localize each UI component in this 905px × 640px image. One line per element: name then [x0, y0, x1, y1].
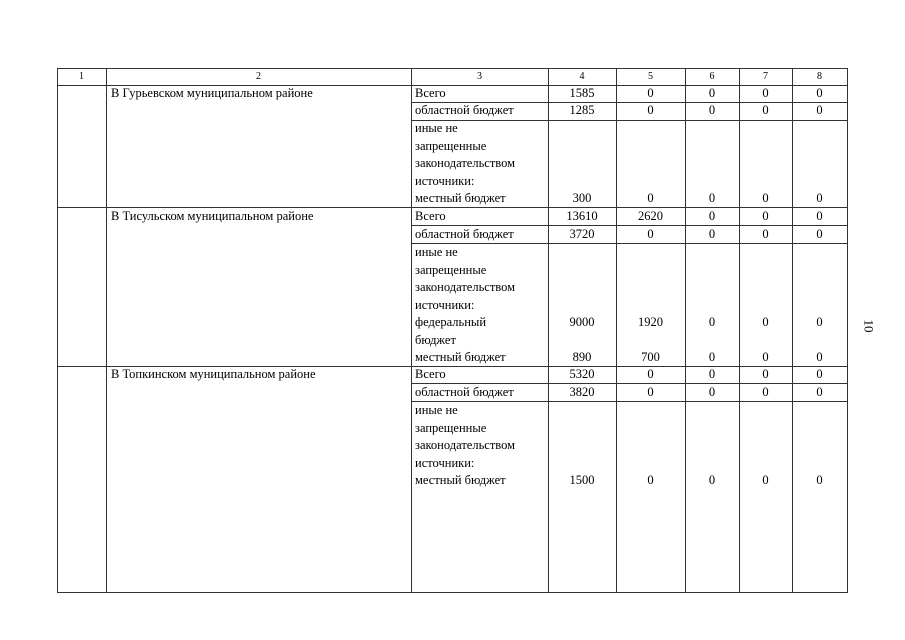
- column-header: 7: [763, 71, 768, 82]
- value-cell: 1585: [569, 86, 595, 100]
- value-cell: 0: [762, 315, 769, 329]
- value-cell: 0: [708, 473, 716, 487]
- value-cell: 0: [762, 209, 769, 223]
- row-label-line: законодательством: [415, 438, 516, 452]
- value-cell: 0: [647, 385, 654, 399]
- value-cell: 0: [647, 227, 654, 241]
- row-label: Всего: [415, 86, 446, 100]
- page-number: 10: [861, 319, 877, 333]
- row-label-line: иные не: [415, 403, 458, 417]
- row-label-line: запрещенные: [415, 138, 487, 153]
- value-cell: 5320: [569, 367, 595, 381]
- value-cell: 3820: [569, 385, 595, 399]
- value-cell: 0: [708, 367, 716, 381]
- row-label: областной бюджет: [415, 103, 514, 117]
- table-border-left: [57, 68, 58, 593]
- row-label: Всего: [415, 367, 446, 381]
- table-border-right: [847, 68, 848, 593]
- value-cell: 1500: [569, 473, 595, 487]
- value-cell: 0: [708, 350, 716, 364]
- value-cell: 0: [647, 103, 654, 117]
- value-cell: 0: [762, 191, 769, 205]
- value-cell: 0: [816, 315, 823, 329]
- column-header: 4: [579, 71, 585, 82]
- value-cell: 0: [762, 367, 769, 381]
- budget-table: [57, 68, 848, 593]
- value-cell: 0: [762, 473, 769, 487]
- value-cell: 0: [762, 86, 769, 100]
- column-header: 1: [79, 71, 84, 82]
- value-cell: 13610: [566, 209, 598, 223]
- value-cell: 0: [816, 191, 823, 205]
- value-cell: 0: [647, 191, 654, 205]
- row-label-line: бюджет: [415, 332, 456, 347]
- row-label-line: запрещенные: [415, 262, 487, 277]
- row-label-line: законодательством: [415, 280, 516, 294]
- value-cell: 0: [708, 227, 716, 241]
- row-label-line: источники:: [415, 455, 475, 470]
- value-cell: 0: [708, 86, 716, 100]
- value-cell: 1285: [569, 103, 595, 117]
- value-cell: 0: [816, 209, 823, 223]
- column-header: 2: [256, 71, 261, 82]
- row-label-line: местный бюджет: [415, 473, 506, 487]
- value-cell: 0: [708, 103, 716, 117]
- row-label-line: местный бюджет: [415, 191, 506, 205]
- value-cell: 9000: [569, 315, 595, 329]
- row-label-line: законодательством: [415, 156, 516, 170]
- value-cell: 0: [708, 209, 716, 223]
- value-cell: 0: [708, 315, 716, 329]
- column-header: 3: [477, 71, 482, 82]
- column-header: 6: [709, 71, 715, 82]
- row-label: Всего: [415, 209, 446, 223]
- column-header: 5: [648, 71, 653, 82]
- value-cell: 1920: [638, 315, 663, 329]
- row-label-line: источники:: [415, 297, 475, 312]
- value-cell: 0: [647, 367, 654, 381]
- row-label-line: иные не: [415, 245, 458, 259]
- value-cell: 0: [762, 103, 769, 117]
- column-rule: [411, 68, 412, 593]
- row-label-line: источники:: [415, 173, 475, 188]
- value-cell: 0: [647, 86, 654, 100]
- district-name: В Гурьевском муниципальном районе: [111, 86, 313, 100]
- value-cell: 0: [816, 103, 823, 117]
- row-label-line: федеральный: [415, 315, 487, 329]
- value-cell: 0: [816, 227, 823, 241]
- row-label: областной бюджет: [415, 385, 514, 399]
- column-header: 8: [817, 71, 822, 82]
- value-cell: 0: [816, 86, 823, 100]
- value-cell: 0: [708, 191, 716, 205]
- value-cell: 0: [647, 473, 654, 487]
- value-cell: 0: [816, 385, 823, 399]
- value-cell: 0: [816, 350, 823, 364]
- column-rule: [106, 68, 107, 593]
- value-cell: 0: [816, 367, 823, 381]
- value-cell: 0: [762, 350, 769, 364]
- table-border-bottom: [57, 592, 848, 593]
- row-label: областной бюджет: [415, 227, 514, 241]
- row-label: местный бюджет: [415, 350, 506, 364]
- value-cell: 2620: [638, 209, 663, 223]
- district-name: В Топкинском муниципальном районе: [111, 367, 316, 381]
- value-cell: 0: [708, 385, 716, 399]
- value-cell: 0: [762, 227, 769, 241]
- row-rule: [411, 120, 848, 121]
- value-cell: 300: [572, 191, 592, 205]
- district-name: В Тисульском муниципальном районе: [111, 209, 314, 223]
- value-cell: 0: [816, 473, 823, 487]
- value-cell: 890: [572, 350, 592, 364]
- value-cell: 700: [641, 350, 660, 364]
- value-cell: 3720: [569, 227, 595, 241]
- row-label-line: запрещенные: [415, 420, 487, 435]
- value-cell: 0: [762, 385, 769, 399]
- row-label-line: иные не: [415, 121, 458, 135]
